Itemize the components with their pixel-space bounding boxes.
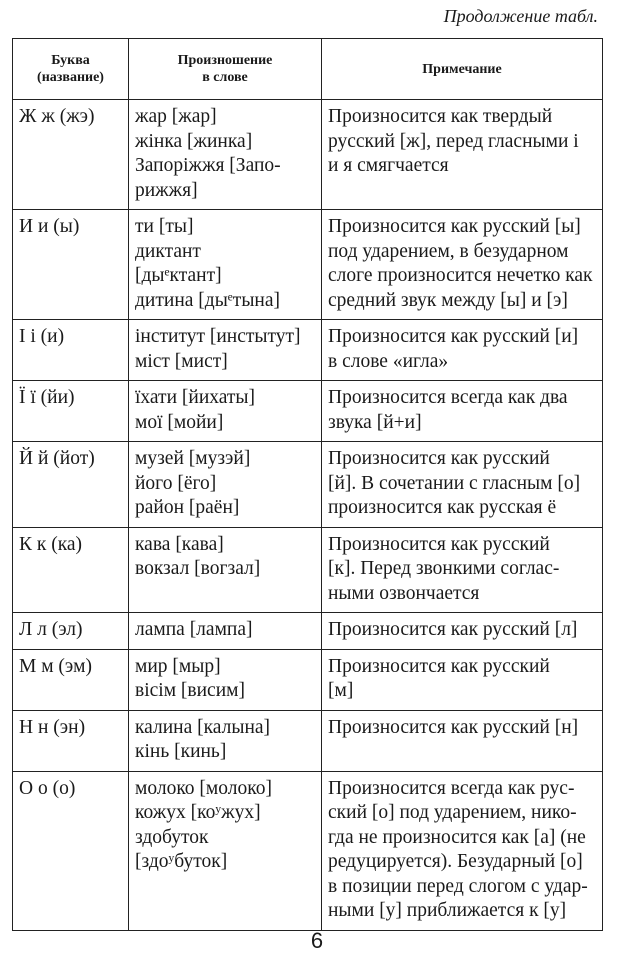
letter-cell [13, 442, 129, 528]
letter-cell [13, 527, 129, 613]
note-line: [м] [328, 680, 354, 701]
note-line: Произносится как русский [328, 448, 550, 469]
example-word: Запоріжжя [Запо- [135, 155, 281, 176]
header-letter-line: Буква [51, 53, 90, 68]
note-line: Произносится как русский [н] [328, 716, 579, 738]
note-line: слоге произносится нечетко как [328, 265, 593, 286]
header-note [322, 39, 603, 100]
table-row [13, 613, 603, 650]
note-cell [322, 210, 603, 320]
header-pronunciation-line: Произношение [177, 53, 273, 68]
note-line: Произносится как русский [л] [328, 619, 578, 640]
pronunciation-cell [129, 210, 322, 320]
note-line: ными [у] приближается к [у] [328, 900, 567, 921]
pronunciation-cell [129, 771, 322, 930]
pronunciation-cell [129, 710, 322, 771]
letter-name: М м (эм) [19, 655, 92, 677]
example-word: їхати [йихаты] [135, 387, 256, 408]
letter-name: О о (о) [19, 777, 76, 799]
letter-name: Ж ж (жэ) [19, 106, 95, 127]
note-line: [к]. Перед звонкими соглас- [328, 558, 560, 579]
note-cell [322, 381, 603, 442]
note-line: Произносится как русский [и] [328, 326, 579, 347]
letter-cell [13, 320, 129, 381]
note-cell [322, 527, 603, 613]
table-row [13, 442, 603, 528]
note-line: гда не произносится как [а] (не [328, 826, 586, 848]
note-cell [322, 710, 603, 771]
letter-cell [13, 381, 129, 442]
example-word: жінка [жинка] [135, 130, 253, 152]
letter-cell [13, 613, 129, 650]
pronunciation-cell [129, 527, 322, 613]
pronunciation-cell [129, 613, 322, 650]
table-row [13, 320, 603, 381]
note-cell [322, 649, 603, 710]
header-note-line: Примечание [422, 61, 502, 77]
example-word: мої [мойи] [135, 411, 224, 433]
example-word: лампа [лампа] [135, 619, 253, 640]
example-word: кожух [коʸжух] [135, 802, 261, 823]
example-word: здобуток [135, 826, 209, 848]
table-row [13, 381, 603, 442]
letter-name: Ї ї (йи) [19, 387, 75, 408]
header-pronunciation [129, 39, 322, 100]
example-word: дитина [дыᵉтына] [135, 289, 281, 311]
example-word: диктант [135, 240, 201, 262]
table-row [13, 649, 603, 710]
example-word: кава [кава] [135, 533, 224, 555]
note-line: средний звук между [ы] и [э] [328, 289, 568, 311]
note-line: звука [й+и] [328, 411, 422, 433]
pronunciation-cell [129, 381, 322, 442]
table-row [13, 100, 603, 210]
note-line: Произносится как русский [328, 655, 550, 677]
example-word: молоко [молоко] [135, 777, 272, 799]
letter-cell [13, 649, 129, 710]
table-continuation-caption: Продолжение табл. [443, 6, 598, 26]
letter-cell [13, 771, 129, 930]
table-row [13, 210, 603, 320]
table-row [13, 527, 603, 613]
example-word: жар [жар] [135, 106, 217, 127]
note-line: редуцируется). Безударный [о] [328, 851, 583, 872]
note-line: в слове «игла» [328, 350, 449, 372]
note-line: Произносится как русский [328, 533, 550, 555]
note-cell [322, 613, 603, 650]
letter-name: К к (ка) [19, 533, 83, 555]
example-word: ти [ты] [135, 216, 194, 237]
note-line: Произносится как русский [ы] [328, 216, 581, 237]
note-cell [322, 771, 603, 930]
example-word: калина [калына] [135, 716, 271, 738]
pronunciation-table [12, 38, 603, 931]
note-cell [322, 442, 603, 528]
note-line: русский [ж], перед гласными і [328, 130, 579, 152]
example-word: [здоʸбуток] [135, 851, 228, 872]
table-row [13, 710, 603, 771]
pronunciation-cell [129, 320, 322, 381]
letter-cell [13, 710, 129, 771]
example-word: рижжя] [135, 179, 198, 201]
letter-name: Л л (эл) [19, 619, 83, 640]
header-pronunciation-line: в слове [202, 70, 248, 85]
example-word: [дыᵉктант] [135, 265, 222, 286]
letter-cell [13, 210, 129, 320]
example-word: музей [музэй] [135, 448, 251, 469]
example-word: інститут [инстытут] [135, 326, 301, 347]
letter-name: Й й (йот) [19, 448, 95, 469]
header-letter [13, 39, 129, 100]
page-number: 6 [310, 928, 324, 953]
note-line: Произносится как твердый [328, 106, 553, 127]
note-line: под ударением, в безударном [328, 240, 569, 262]
note-line: произносится как русская ё [328, 497, 557, 518]
example-word: міст [мист] [135, 350, 228, 372]
letter-name: И и (ы) [19, 216, 80, 237]
note-line: Произносится всегда как рус- [328, 777, 575, 799]
pronunciation-cell [129, 442, 322, 528]
pronunciation-cell [129, 649, 322, 710]
example-word: його [ёго] [135, 472, 217, 494]
note-cell [322, 100, 603, 210]
note-cell [322, 320, 603, 381]
table-header-row [13, 39, 603, 100]
example-word: вокзал [вогзал] [135, 558, 261, 579]
note-line: Произносится всегда как два [328, 387, 568, 408]
letter-cell [13, 100, 129, 210]
letter-name: І і (и) [19, 326, 65, 347]
note-line: ными озвончается [328, 582, 480, 604]
note-line: [й]. В сочетании с гласным [о] [328, 472, 581, 494]
table-row [13, 771, 603, 930]
pronunciation-cell [129, 100, 322, 210]
example-word: мир [мыр] [135, 655, 221, 677]
example-word: район [раён] [135, 497, 240, 518]
note-line: ский [о] под ударением, нико- [328, 802, 577, 823]
note-line: в позиции перед слогом с удар- [328, 875, 588, 897]
note-line: и я смягчается [328, 155, 449, 176]
example-word: кінь [кинь] [135, 741, 227, 762]
letter-name: Н н (эн) [19, 716, 86, 738]
header-letter-line: (название) [37, 70, 104, 85]
example-word: вісім [висим] [135, 680, 245, 701]
